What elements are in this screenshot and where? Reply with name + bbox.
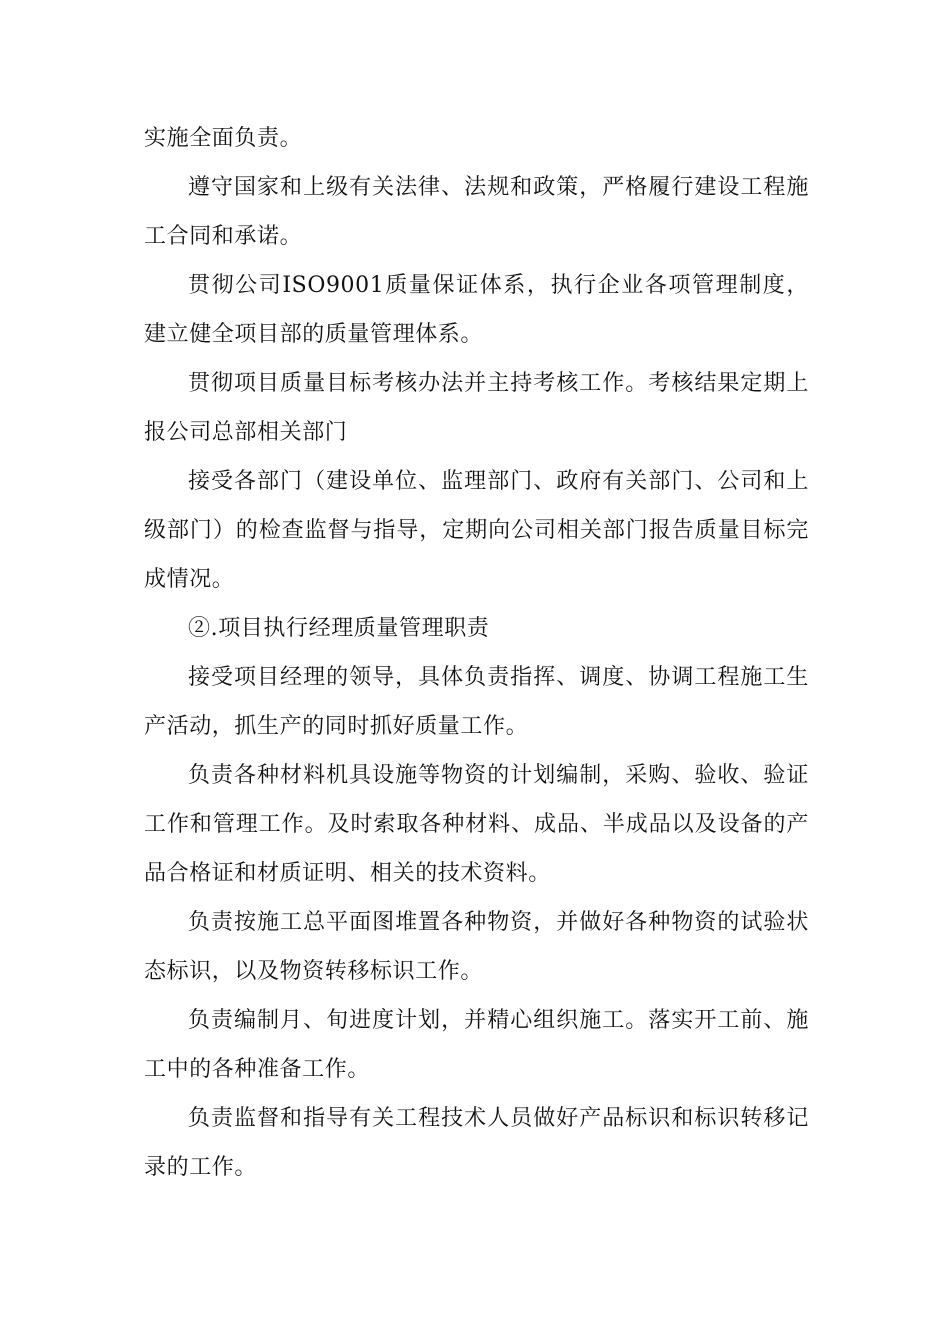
paragraph-comply-laws: 遵守国家和上级有关法律、法规和政策，严格履行建设工程施工合同和承诺。	[144, 175, 809, 249]
paragraph-schedule-planning: 负责编制月、旬进度计划，并精心组织施工。落实开工前、施工中的各种准备工作。	[144, 1008, 809, 1082]
paragraph-material-storage: 负责按施工总平面图堆置各种物资，并做好各种物资的试验状态标识，以及物资转移标识工作。	[144, 910, 809, 984]
paragraph-materials-planning: 负责各种材料机具设施等物资的计划编制，采购、验收、验证工作和管理工作。及时索取各种材料、成品、半成品以及设备的产品合格证和材质证明、相关的技术资料。	[144, 763, 809, 886]
paragraph-iso9001: 贯彻公司ISO9001质量保证体系，执行企业各项管理制度，建立健全项目部的质量管理体系。	[144, 273, 809, 347]
section-heading-executive-manager: ②.项目执行经理质量管理职责	[188, 616, 490, 641]
paragraph-accept-leadership: 接受项目经理的领导，具体负责指挥、调度、协调工程施工生产活动，抓生产的同时抓好质量工作。	[144, 665, 809, 739]
paragraph-accept-inspection: 接受各部门（建设单位、监理部门、政府有关部门、公司和上级部门）的检查监督与指导，定期向公司相关部门报告质量目标完成情况。	[144, 469, 809, 592]
paragraph-quality-assessment: 贯彻项目质量目标考核办法并主持考核工作。考核结果定期上报公司总部相关部门	[144, 371, 809, 445]
paragraph-continuation: 实施全面负责。	[144, 126, 303, 151]
paragraph-product-identification: 负责监督和指导有关工程技术人员做好产品标识和标识转移记录的工作。	[144, 1106, 809, 1180]
document-body	[144, 114, 809, 1192]
